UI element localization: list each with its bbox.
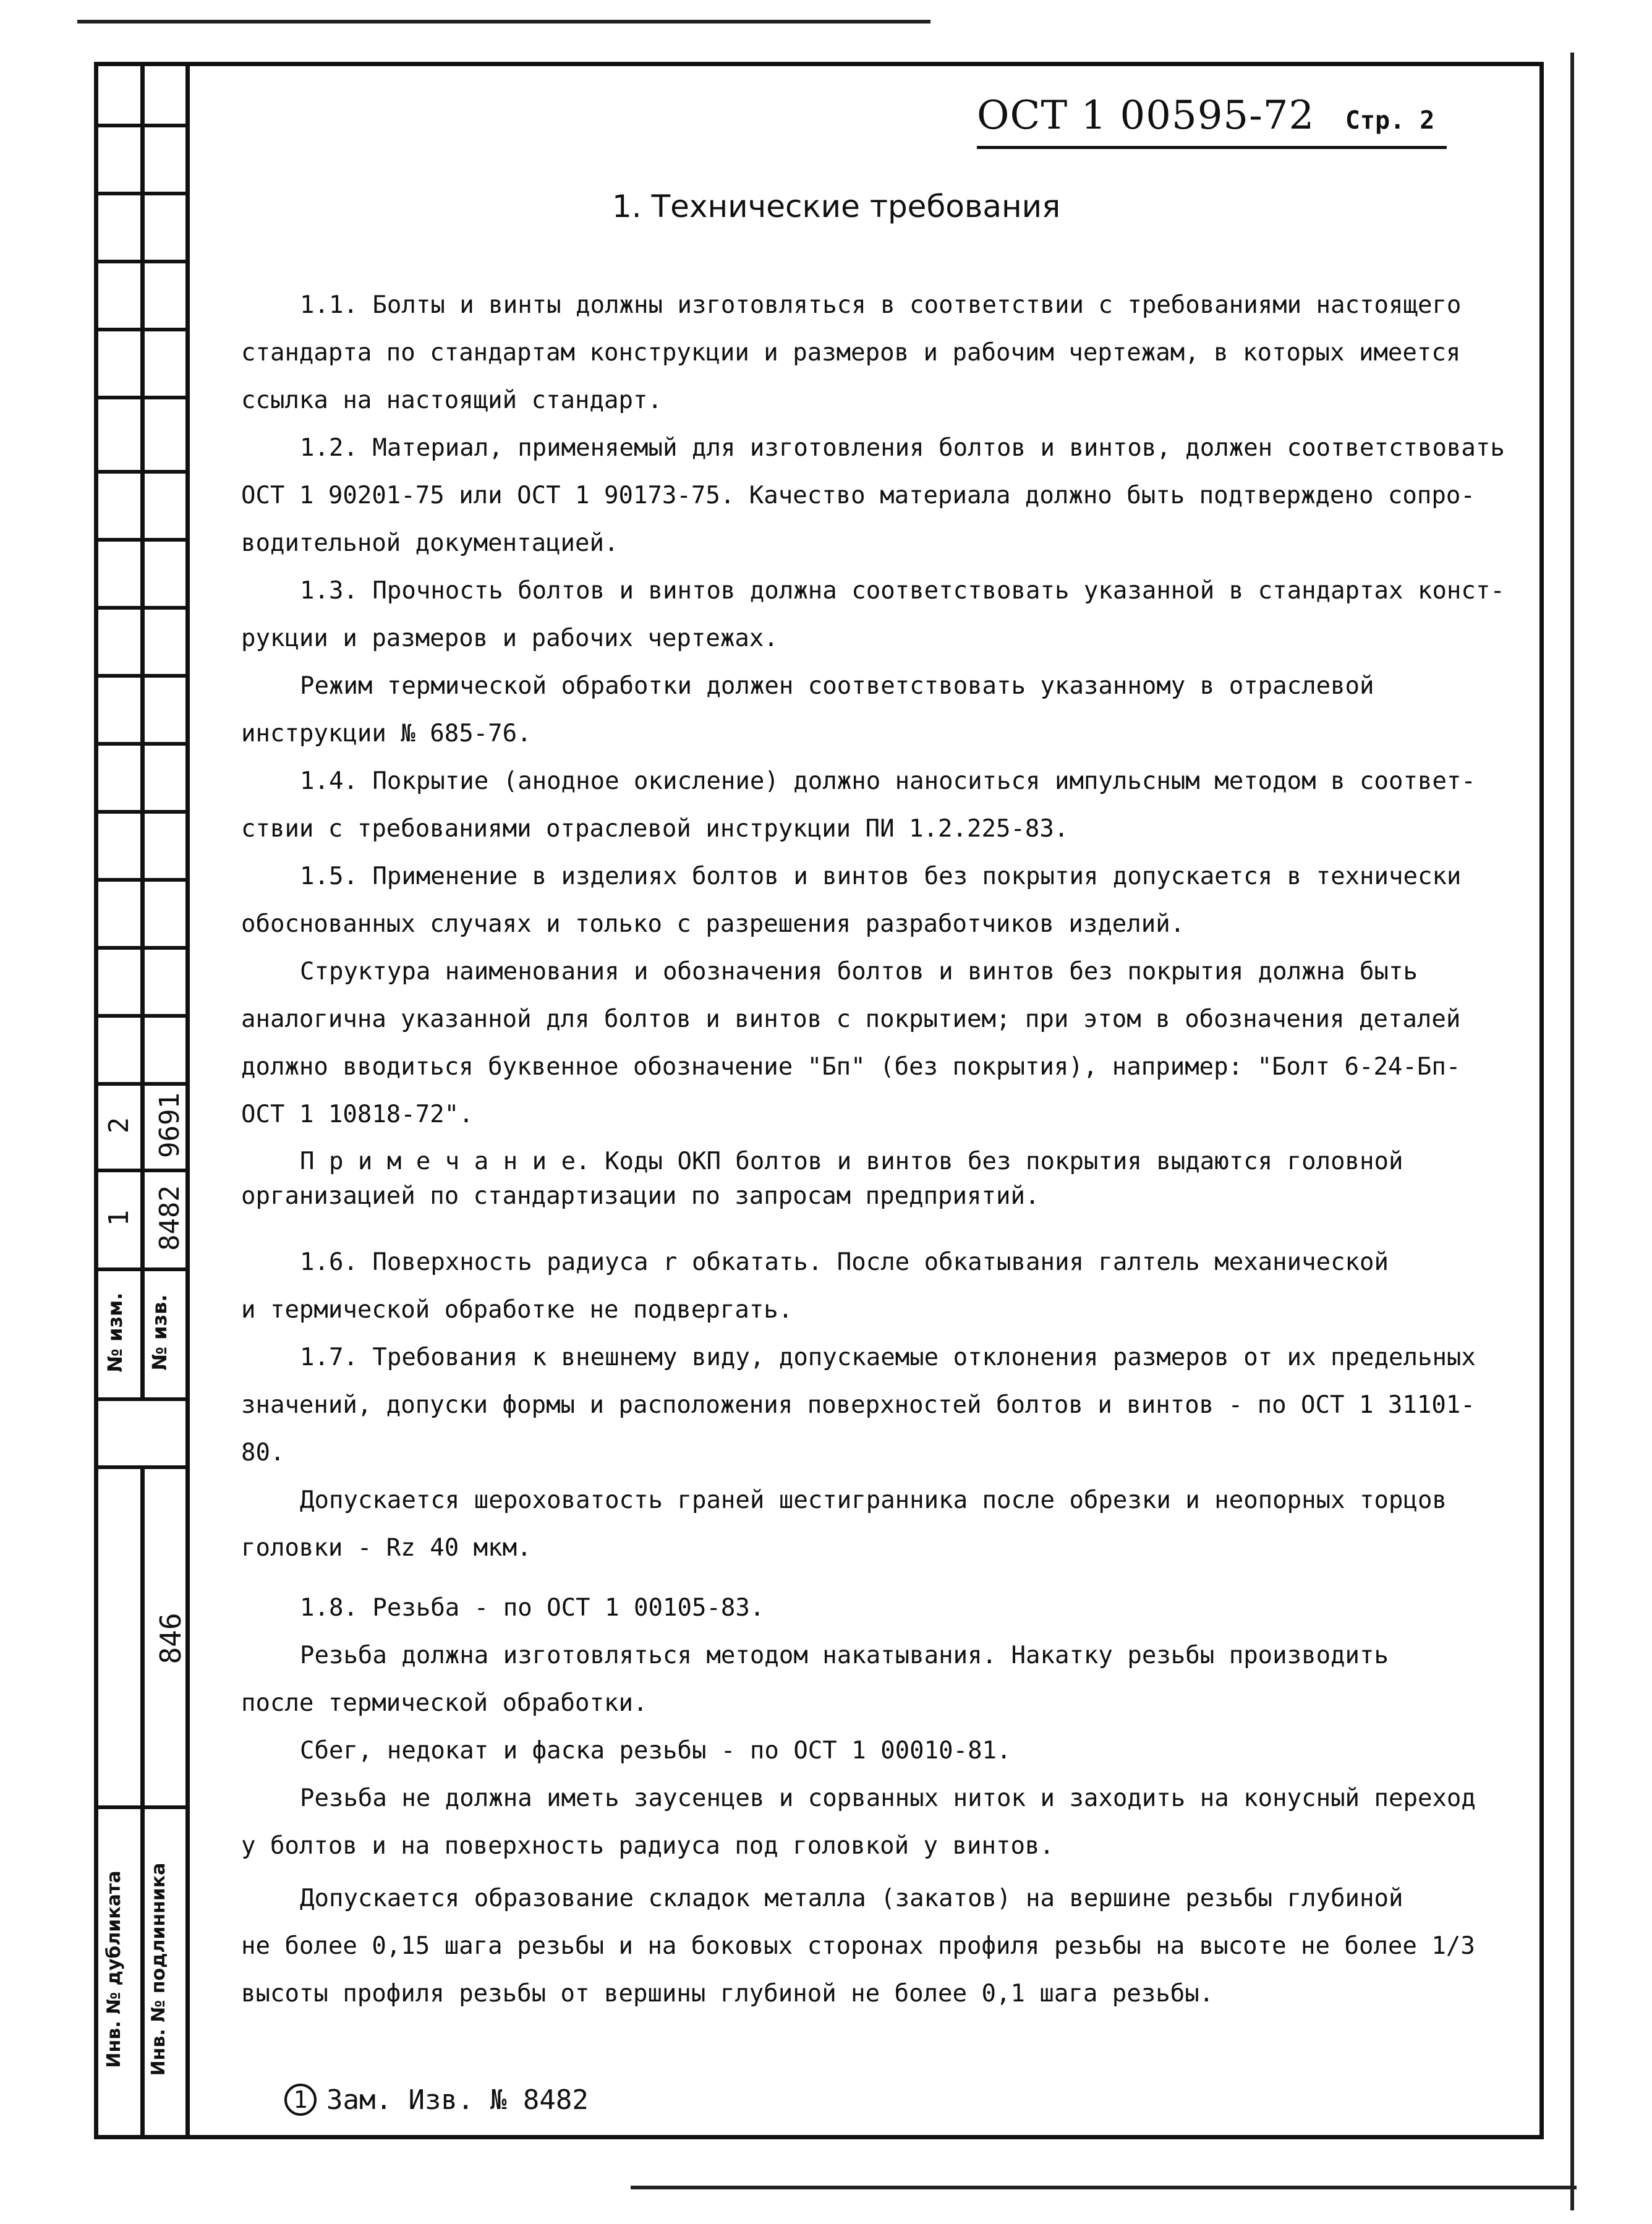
sidebar-column-divider-lower xyxy=(140,1465,145,2139)
paragraph-1-4-line: 1.4. Покрытие (анодное окисление) должно наноситься импульсным методом в соответ- xyxy=(300,767,1476,795)
bottom-rule xyxy=(631,2186,1577,2189)
paragraph-1-5b-line: ОСТ 1 10818-72". xyxy=(241,1101,474,1128)
paragraph-1-8c-line: Сбег, недокат и фаска резьбы - по ОСТ 1 00010-81. xyxy=(300,1737,1011,1765)
right-border-line xyxy=(1570,53,1574,2210)
paragraph-1-5-line: 1.5. Применение в изделиях болтов и винтов без покрытия допускается в технически xyxy=(300,863,1462,890)
circled-revision-marker: 1 xyxy=(284,2084,317,2116)
rev-doc-top: 9691 xyxy=(154,1093,185,1158)
sidebar-rule xyxy=(94,192,190,195)
paragraph-1-8e-line: не более 0,15 шага резьбы и на боковых сторонах профиля резьбы на высоте не более 1/3 xyxy=(241,1932,1475,1960)
note-line: организацией по стандартизации по запросам предприятий. xyxy=(241,1182,1040,1210)
sidebar-rule xyxy=(94,810,190,814)
paragraph-1-8e-line: Допускается образование складок металла (закатов) на вершине резьбы глубиной xyxy=(300,1885,1403,1912)
paragraph-1-8-line: 1.8. Резьба - по ОСТ 1 00105-83. xyxy=(300,1594,765,1622)
paragraph-1-3b-line: Режим термической обработки должен соответствовать указанному в отраслевой xyxy=(300,672,1374,700)
sidebar-rule xyxy=(94,1465,190,1469)
sidebar-rule xyxy=(94,328,190,331)
paragraph-1-7b-line: Допускается шероховатость граней шестигранника после обрезки и неопорных торцов xyxy=(300,1486,1447,1514)
label-izv: № изв. xyxy=(148,1294,171,1371)
note-line: П р и м е ч а н и е. Коды ОКП болтов и винтов без покрытия выдаются головной xyxy=(300,1148,1403,1175)
page-number-label: Стр. 2 xyxy=(1345,106,1435,135)
sidebar-rule xyxy=(94,1014,190,1018)
paragraph-1-8b-line: после термической обработки. xyxy=(241,1689,648,1717)
paragraph-1-8d-line: Резьба не должна иметь заусенцев и сорванных ниток и заходить на конусный переход xyxy=(300,1784,1476,1812)
change-notice xyxy=(284,2084,589,2116)
header-underline xyxy=(977,146,1447,149)
document-body xyxy=(241,281,1515,2017)
paragraph-1-3-line: рукции и размеров и рабочих чертежах. xyxy=(241,624,778,652)
revision-sidebar xyxy=(94,62,190,2139)
sidebar-rule xyxy=(94,1397,190,1401)
paragraph-1-5b-line: аналогична указанной для болтов и винтов с покрытием; при этом в обозначения деталей xyxy=(241,1005,1461,1033)
sidebar-rule xyxy=(94,124,190,127)
sidebar-rule xyxy=(94,1805,190,1809)
rev-doc-bottom: 8482 xyxy=(154,1185,185,1251)
sidebar-right-border xyxy=(185,62,190,2139)
sidebar-rule xyxy=(94,606,190,610)
paragraph-1-4-line: ствии с требованиями отраслевой инструкции ПИ 1.2.225-83. xyxy=(241,815,1069,843)
document-code: ОСТ 1 00595-72 xyxy=(977,93,1315,138)
label-original-inv: Инв. № подлинника xyxy=(148,1862,169,2076)
rev-number-top: 2 xyxy=(103,1117,135,1134)
paragraph-1-5b-line: Структура наименования и обозначения болтов и винтов без покрытия должна быть xyxy=(300,958,1418,986)
sidebar-rule xyxy=(94,396,190,399)
sidebar-rule xyxy=(94,946,190,950)
paragraph-1-1-line: 1.1. Болты и винты должны изготовляться в соответствии с требованиями настоящего xyxy=(300,291,1462,319)
paragraph-1-3b-line: инструкции № 685-76. xyxy=(241,720,532,748)
sidebar-rule xyxy=(94,878,190,882)
paragraph-1-3-line: 1.3. Прочность болтов и винтов должна соответствовать указанной в стандартах конст- xyxy=(300,577,1505,605)
paragraph-1-6-line: и термической обработке не подвергать. xyxy=(241,1296,793,1324)
paragraph-1-2-line: ОСТ 1 90201-75 или ОСТ 1 90173-75. Качество материала должно быть подтверждено сопро- xyxy=(241,482,1475,509)
paragraph-1-8b-line: Резьба должна изготовляться методом накатывания. Накатку резьбы производить xyxy=(300,1642,1389,1669)
section-title: 1. Технические требования xyxy=(612,189,1061,224)
label-duplicate-inv: Инв. № дубликата xyxy=(103,1870,125,2068)
document-header xyxy=(977,93,1471,155)
paragraph-1-7-line: 1.7. Требования к внешнему виду, допускаемые отклонения размеров от их предельных xyxy=(300,1344,1476,1371)
note-block xyxy=(241,1144,1515,1214)
sidebar-rule xyxy=(94,260,190,263)
paragraph-1-1-line: ссылка на настоящий стандарт. xyxy=(241,386,662,414)
paragraph-1-8e-line: высоты профиля резьбы от вершины глубиной не более 0,1 шага резьбы. xyxy=(241,1980,1214,2008)
change-notice-text: Зам. Изв. № 8482 xyxy=(326,2084,589,2116)
rev-number-bottom: 1 xyxy=(103,1209,135,1227)
paragraph-1-1-line: стандарта по стандартам конструкции и размеров и рабочим чертежам, в которых имеется xyxy=(241,339,1461,367)
paragraph-1-7b-line: головки - Rz 40 мкм. xyxy=(241,1534,532,1562)
label-izm: № изм. xyxy=(103,1292,127,1373)
paragraph-1-5-line: обоснованных случаях и только с разрешения разработчиков изделий. xyxy=(241,910,1185,938)
sidebar-rule xyxy=(94,1169,190,1172)
paragraph-1-2-line: водительной документацией. xyxy=(241,529,619,557)
sidebar-rule xyxy=(94,1268,190,1271)
sidebar-rule xyxy=(94,674,190,678)
paragraph-1-5b-line: должно вводиться буквенное обозначение "Бп" (без покрытия), например: "Болт 6-24-Бп- xyxy=(241,1053,1461,1081)
sidebar-rule xyxy=(94,470,190,474)
sidebar-rule xyxy=(94,742,190,746)
top-rule xyxy=(77,20,930,23)
sidebar-rule xyxy=(94,538,190,542)
paragraph-1-2-line: 1.2. Материал, применяемый для изготовления болтов и винтов, должен соответствовать xyxy=(300,434,1505,462)
paragraph-1-8d-line: у болтов и на поверхность радиуса под головкой у винтов. xyxy=(241,1832,1054,1860)
paragraph-1-6-line: 1.6. Поверхность радиуса r обкатать. После обкатывания галтель механической xyxy=(300,1248,1389,1276)
inventory-number: 846 xyxy=(154,1613,187,1664)
paragraph-1-7-line: значений, допуски формы и расположения поверхностей болтов и винтов - по ОСТ 1 31101-80. xyxy=(241,1391,1475,1467)
